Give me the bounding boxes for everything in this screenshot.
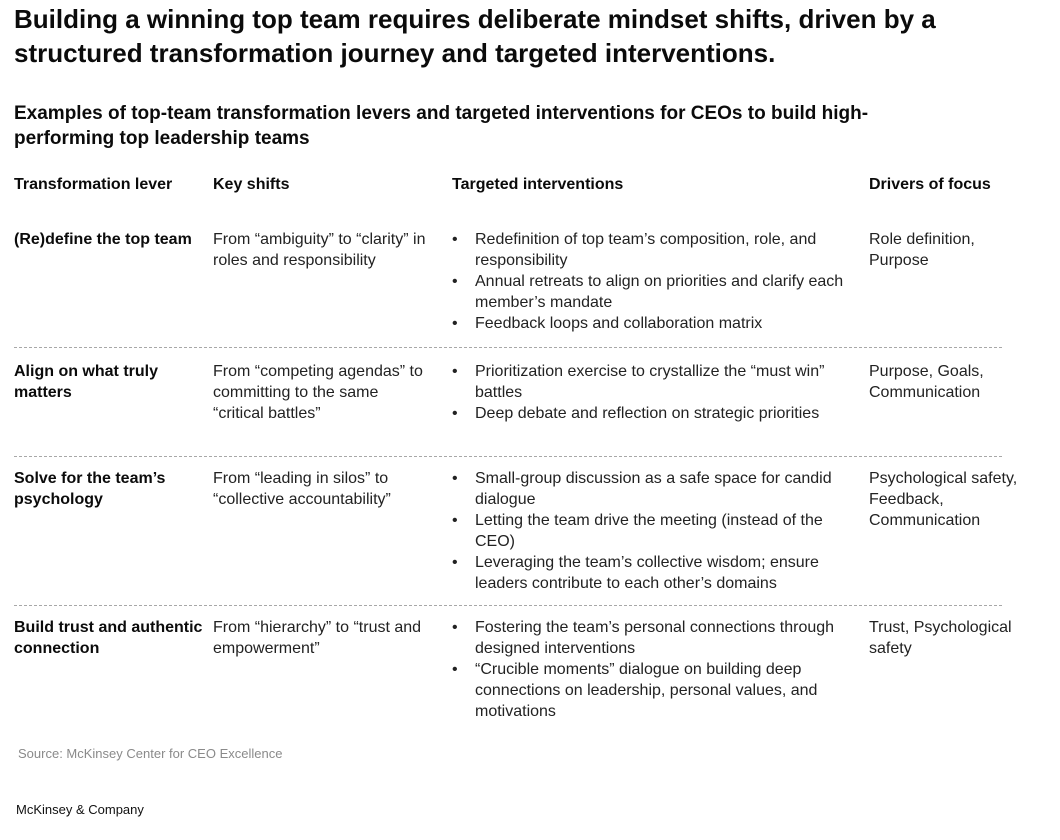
header-drivers-of-focus: Drivers of focus [869,176,991,193]
interventions-list [452,468,852,594]
intervention-item: • Annual retreats to align on priorities and clarify each member’s mandate [452,271,852,313]
header-targeted-interventions: Targeted interventions [452,176,624,193]
key-shift-cell: From “competing agendas” to committing to the same “critical battles” [213,363,423,422]
drivers-cell: Role definition, Purpose [869,231,975,269]
intervention-item: • Letting the team drive the meeting (instead of the CEO) [452,510,852,552]
header-key-shifts: Key shifts [213,176,290,193]
source-note: Source: McKinsey Center for CEO Excellence [18,746,283,761]
interventions-list [452,361,852,424]
interventions-list [452,617,852,722]
interventions-list [452,229,852,334]
intervention-item: • Redefinition of top team’s composition, role, and responsibility [452,229,852,271]
lever-cell: Build trust and authentic connection [14,619,203,657]
drivers-cell: Trust, Psychological safety [869,619,1012,657]
row-divider [14,347,1002,348]
intervention-item: • Deep debate and reflection on strategic priorities [452,403,852,424]
intervention-item: • Small-group discussion as a safe space for candid dialogue [452,468,852,510]
intervention-item: • Leveraging the team’s collective wisdom; ensure leaders contribute to each other’s domains [452,552,852,594]
lever-cell: Solve for the team’s psychology [14,470,166,508]
row-divider [14,456,1002,457]
key-shift-cell: From “hierarchy” to “trust and empowerment” [213,619,422,657]
lever-cell: (Re)define the top team [14,231,192,248]
drivers-cell: Purpose, Goals, Communication [869,363,984,401]
drivers-cell: Psychological safety, Feedback, Communication [869,470,1018,529]
intervention-item: • Prioritization exercise to crystallize the “must win” battles [452,361,852,403]
page-title: Building a winning top team requires deliberate mindset shifts, driven by a structured transformation journey and targeted interventions. [14,4,936,68]
intervention-item: • Feedback loops and collaboration matrix [452,313,852,334]
header-transformation-lever: Transformation lever [14,176,173,193]
lever-cell: Align on what truly matters [14,363,158,401]
key-shift-cell: From “ambiguity” to “clarity” in roles and responsibility [213,231,426,269]
intervention-item: • “Crucible moments” dialogue on building deep connections on leadership, personal values, and motivations [452,659,852,722]
key-shift-cell: From “leading in silos” to “collective accountability” [213,470,391,508]
row-divider [14,605,1002,606]
intervention-item: • Fostering the team’s personal connections through designed interventions [452,617,852,659]
page-subtitle: Examples of top-team transformation levers and targeted interventions for CEOs to build high-performing top leadership teams [14,103,869,149]
brand-logo-text: McKinsey & Company [16,802,144,817]
